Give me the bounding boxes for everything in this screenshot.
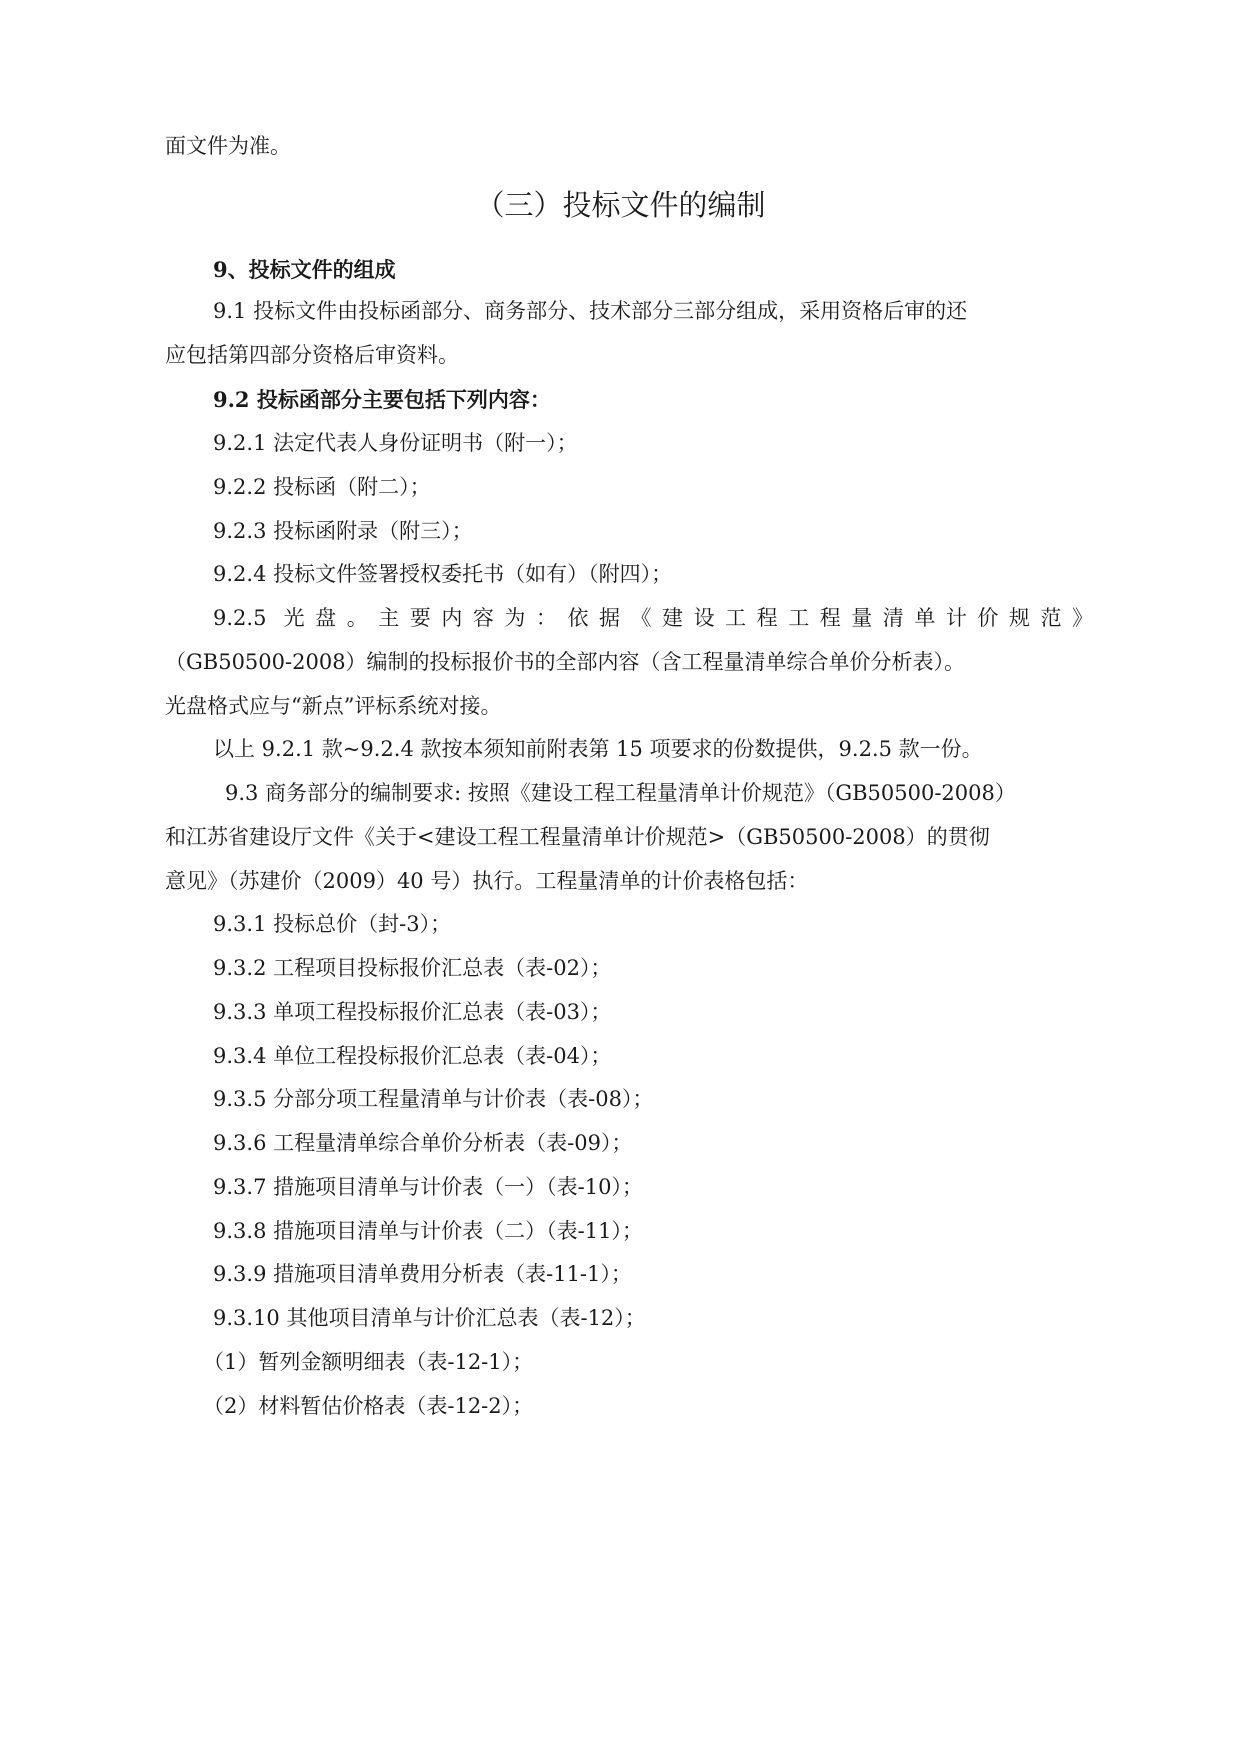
paragraph-9-1-line-1: 9.1 投标文件由投标函部分、商务部分、技术部分三部分组成，采用资格后审的还 xyxy=(213,299,968,323)
list-item-9-3-7: 9.3.7 措施项目清单与计价表（一）（表-10）； xyxy=(213,1175,643,1199)
paragraph-9-2-5-line-2: （GB50500-2008）编制的投标报价书的全部内容（含工程量清单综合单价分析表）。 xyxy=(165,650,966,674)
list-item-9-3-2: 9.3.2 工程项目投标报价汇总表（表-02）； xyxy=(213,956,612,980)
heading-9-2: 9.2 投标函部分主要包括下列内容： xyxy=(213,387,551,412)
list-item-9-2-2: 9.2.2 投标函（附二）； xyxy=(213,475,431,499)
list-item-9-3-4: 9.3.4 单位工程投标报价汇总表（表-04）； xyxy=(213,1044,612,1068)
paragraph-9-3-line-2: 和江苏省建设厅文件《关于<建设工程工程量清单计价规范>（GB50500-2008）的贯彻 xyxy=(165,825,990,849)
paragraph-9-3-line-3: 意见》（苏建价（2009）40 号）执行。工程量清单的计价表格包括： xyxy=(165,869,809,893)
paragraph-9-1-line-2: 应包括第四部分资格后审资料。 xyxy=(165,343,459,367)
continuation-text: 面文件为准。 xyxy=(165,134,291,158)
list-subitem-2: （2）材料暂估价格表（表-12-2）； xyxy=(203,1394,534,1418)
list-item-9-2-3: 9.2.3 投标函附录（附三）； xyxy=(213,519,473,543)
list-item-9-3-8: 9.3.8 措施项目清单与计价表（二）（表-11）； xyxy=(213,1219,643,1243)
list-item-9-2-4: 9.2.4 投标文件签署授权委托书（如有）（附四）； xyxy=(213,562,673,586)
section-title: （三）投标文件的编制 xyxy=(475,188,766,222)
list-item-9-3-6: 9.3.6 工程量清单综合单价分析表（表-09）； xyxy=(213,1131,633,1155)
list-item-9-3-5: 9.3.5 分部分项工程量清单与计价表（表-08）； xyxy=(213,1087,654,1111)
paragraph-9-3-line-1: 9.3 商务部分的编制要求: 按照《建设工程工程量清单计价规范》（GB50500-2008） xyxy=(225,781,1016,805)
list-item-9-3-10: 9.3.10 其他项目清单与计价汇总表（表-12）； xyxy=(213,1306,646,1330)
paragraph-copies: 以上 9.2.1 款~9.2.4 款按本须知前附表第 15 项要求的份数提供，9.2.5 款一份。 xyxy=(213,737,983,761)
list-item-9-3-9: 9.3.9 措施项目清单费用分析表（表-11-1）； xyxy=(213,1262,632,1286)
paragraph-9-2-5-line-1: 9.2.5 光盘。主要内容为：依据《建设工程工程量清单计价规范》 xyxy=(213,606,1093,630)
list-item-9-2-1: 9.2.1 法定代表人身份证明书（附一）； xyxy=(213,431,578,455)
list-item-9-3-1: 9.3.1 投标总价（封-3）； xyxy=(213,912,452,936)
paragraph-9-2-5-line-3: 光盘格式应与“新点”评标系统对接。 xyxy=(165,694,502,718)
list-subitem-1: （1）暂列金额明细表（表-12-1）； xyxy=(203,1350,534,1374)
list-item-9-3-3: 9.3.3 单项工程投标报价汇总表（表-03）； xyxy=(213,1000,612,1024)
heading-9: 9、投标文件的组成 xyxy=(213,257,396,282)
